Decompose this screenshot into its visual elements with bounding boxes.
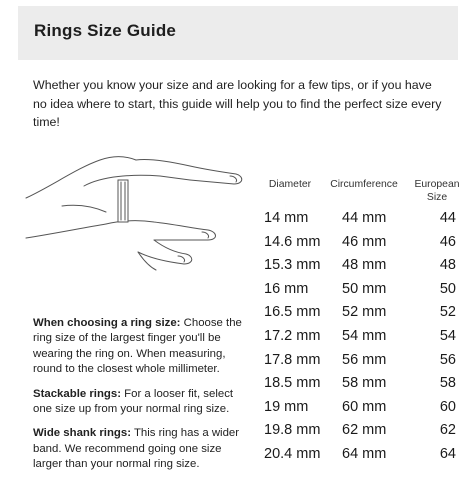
intro-text: Whether you know your size and are looking for a few tips, or if you have no idea where to start, this guide will help you to find the perfect size every time! (33, 78, 442, 129)
cell-circumference: 58 mm (342, 375, 387, 392)
cell-diameter: 17.2 mm (264, 327, 321, 344)
cell-european: 64 (439, 445, 456, 462)
note-text: For a looser fit, select one size up from your normal ring size. (33, 387, 234, 416)
page-title: Rings Size Guide (34, 21, 177, 40)
table-row (262, 446, 462, 470)
cell-diameter: 18.5 mm (264, 375, 321, 392)
header-diameter: Diameter (268, 179, 312, 190)
header-european-line1: European (414, 179, 460, 190)
note-label: When choosing a ring size: (33, 317, 181, 329)
header-european-line2: Size (426, 192, 448, 203)
cell-european: 62 (439, 422, 456, 439)
table-row (262, 210, 462, 234)
cell-european: 48 (439, 257, 456, 274)
note-wide-shank (33, 426, 248, 472)
cell-circumference: 44 mm (342, 210, 387, 226)
cell-circumference: 52 mm (342, 304, 387, 321)
table-row (262, 257, 462, 281)
cell-diameter: 16 mm (264, 280, 309, 297)
cell-diameter: 14.6 mm (264, 233, 321, 250)
note-text: This ring has a wider band. We recommend going one size larger than your normal ring size. (33, 427, 240, 471)
cell-diameter: 15.3 mm (264, 257, 321, 274)
note-label: Stackable rings: (33, 387, 121, 400)
note-stackable (33, 387, 248, 418)
table-row (262, 281, 462, 305)
table-row (262, 304, 462, 328)
sizing-notes (33, 316, 248, 482)
cell-circumference: 62 mm (342, 422, 387, 439)
note-label: Wide shank rings: (33, 427, 131, 440)
cell-european: 52 (439, 304, 456, 321)
cell-diameter: 19 mm (264, 398, 309, 415)
cell-european: 58 (439, 375, 456, 392)
note-choosing-size (33, 316, 248, 378)
hand-with-ring-illustration (22, 146, 252, 276)
cell-european: 50 (439, 280, 456, 297)
cell-european: 60 (439, 398, 456, 415)
cell-european: 54 (439, 327, 456, 344)
cell-diameter: 20.4 mm (264, 445, 321, 462)
cell-european: 56 (439, 351, 456, 368)
title-banner (18, 6, 458, 60)
header-european-size (410, 178, 464, 204)
cell-european: 44 (439, 210, 456, 226)
note-text: Choose the ring size of the largest finger you'll be wearing the ring on. When measuring, round to the closest whole millimeter. (33, 317, 242, 376)
cell-circumference: 50 mm (342, 280, 387, 297)
table-row (262, 375, 462, 399)
header-circumference: Circumference (330, 179, 398, 190)
table-row (262, 234, 462, 258)
cell-circumference: 48 mm (342, 257, 387, 274)
cell-diameter: 16.5 mm (264, 304, 321, 321)
cell-circumference: 54 mm (342, 327, 387, 344)
cell-diameter: 14 mm (264, 210, 309, 226)
cell-circumference: 46 mm (342, 233, 387, 250)
table-row (262, 328, 462, 352)
cell-diameter: 17.8 mm (264, 351, 321, 368)
table-row (262, 352, 462, 376)
cell-diameter: 19.8 mm (264, 422, 321, 439)
size-table (262, 210, 462, 470)
cell-circumference: 56 mm (342, 351, 387, 368)
cell-european: 46 (439, 233, 456, 250)
cell-circumference: 60 mm (342, 398, 387, 415)
cell-circumference: 64 mm (342, 445, 387, 462)
table-row (262, 422, 462, 446)
table-row (262, 399, 462, 423)
